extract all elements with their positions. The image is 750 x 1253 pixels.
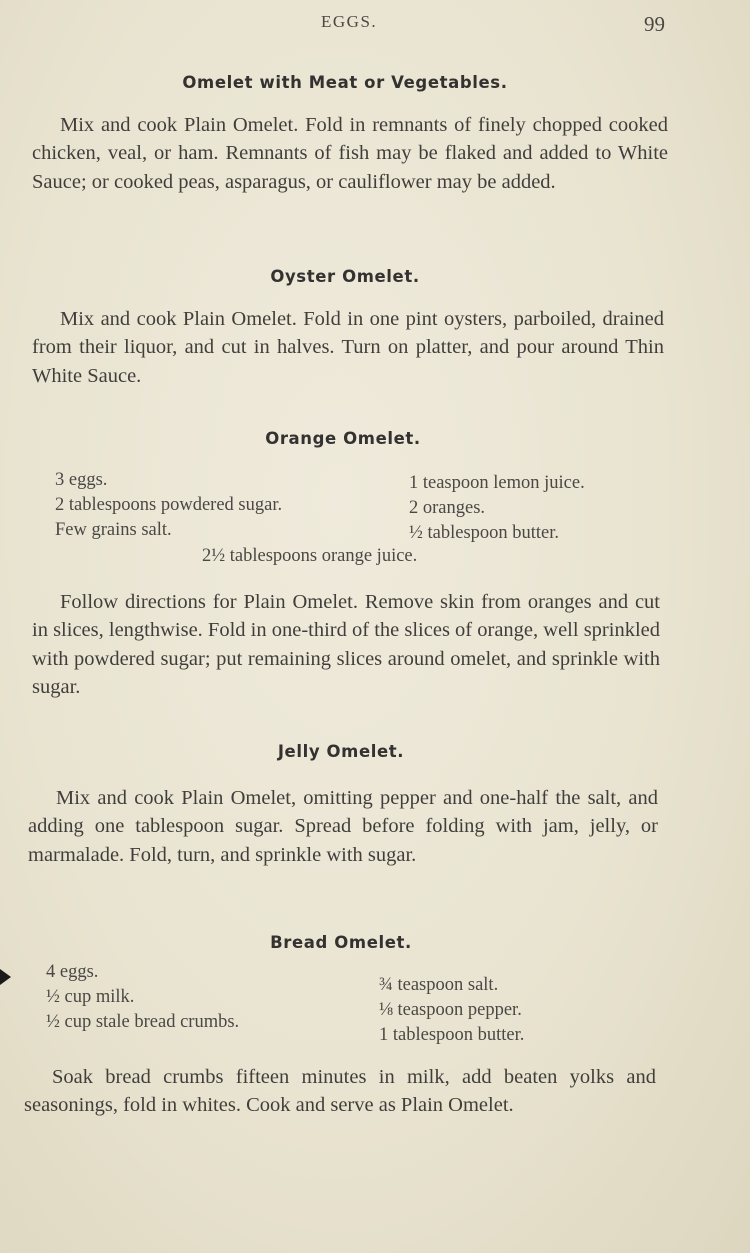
ingredient-item: ¾ teaspoon salt. <box>379 975 499 995</box>
ingredient-item: ½ cup milk. <box>46 987 135 1007</box>
ingredient-item: 2 oranges. <box>409 498 486 518</box>
ingredient-item: ½ cup stale bread crumbs. <box>46 1012 240 1032</box>
paragraph-oyster: Mix and cook Plain Omelet. Fold in one pint oysters, parboiled, drained from their liquor, and cut in halves. Turn on platter, and pour around Thin White Sauce. <box>32 308 664 387</box>
ingredient-list-bread-right <box>379 973 524 1048</box>
ingredient-item: ⅛ teaspoon pepper. <box>379 1000 522 1020</box>
ingredient-item-centered: 2½ tablespoons orange juice. <box>202 546 418 566</box>
ingredient-item: Few grains salt. <box>55 520 172 540</box>
paragraph-meat-vegetables: Mix and cook Plain Omelet. Fold in remnants of finely chopped cooked chicken, veal, or ham. Remnants of fish may be flaked and added to White Sauce; or cooked peas, asparagus, or cauliflower may be added. <box>32 114 668 193</box>
paragraph-orange: Follow directions for Plain Omelet. Remove skin from oranges and cut in slices, lengthwise. Fold in one-third of the slices of orange, well sprinkled with powdered sugar; put remaining slices around omelet, and sprinkle with sugar. <box>32 591 660 699</box>
section-heading-orange: Orange Omelet. <box>265 429 421 448</box>
ingredient-list-bread-left <box>46 960 239 1035</box>
ingredient-list-orange-left <box>55 468 282 543</box>
page-number: 99 <box>644 12 665 36</box>
ingredient-list-orange-right <box>409 471 585 546</box>
ingredient-item: 1 tablespoon butter. <box>379 1025 525 1045</box>
ingredient-item: 3 eggs. <box>55 470 108 490</box>
paragraph-jelly: Mix and cook Plain Omelet, omitting pepper and one-half the salt, and adding one tablespoon sugar. Spread before folding with jam, jelly, or marmalade. Fold, turn, and sprinkle with sugar. <box>28 787 658 866</box>
ingredient-item: 4 eggs. <box>46 962 99 982</box>
page-edge-mark <box>0 969 11 985</box>
section-heading-jelly: Jelly Omelet. <box>277 742 405 761</box>
paragraph-bread: Soak bread crumbs fifteen minutes in milk, add beaten yolks and seasonings, fold in whites. Cook and serve as Plain Omelet. <box>24 1066 656 1117</box>
section-heading-bread: Bread Omelet. <box>270 933 412 952</box>
section-heading-oyster: Oyster Omelet. <box>270 267 420 286</box>
ingredient-item: 1 teaspoon lemon juice. <box>409 473 585 493</box>
running-head: EGGS. <box>321 12 378 31</box>
ingredient-item: ½ tablespoon butter. <box>409 523 560 543</box>
section-heading-meat-vegetables: Omelet with Meat or Vegetables. <box>182 73 508 92</box>
ingredient-item: 2 tablespoons powdered sugar. <box>55 495 283 515</box>
